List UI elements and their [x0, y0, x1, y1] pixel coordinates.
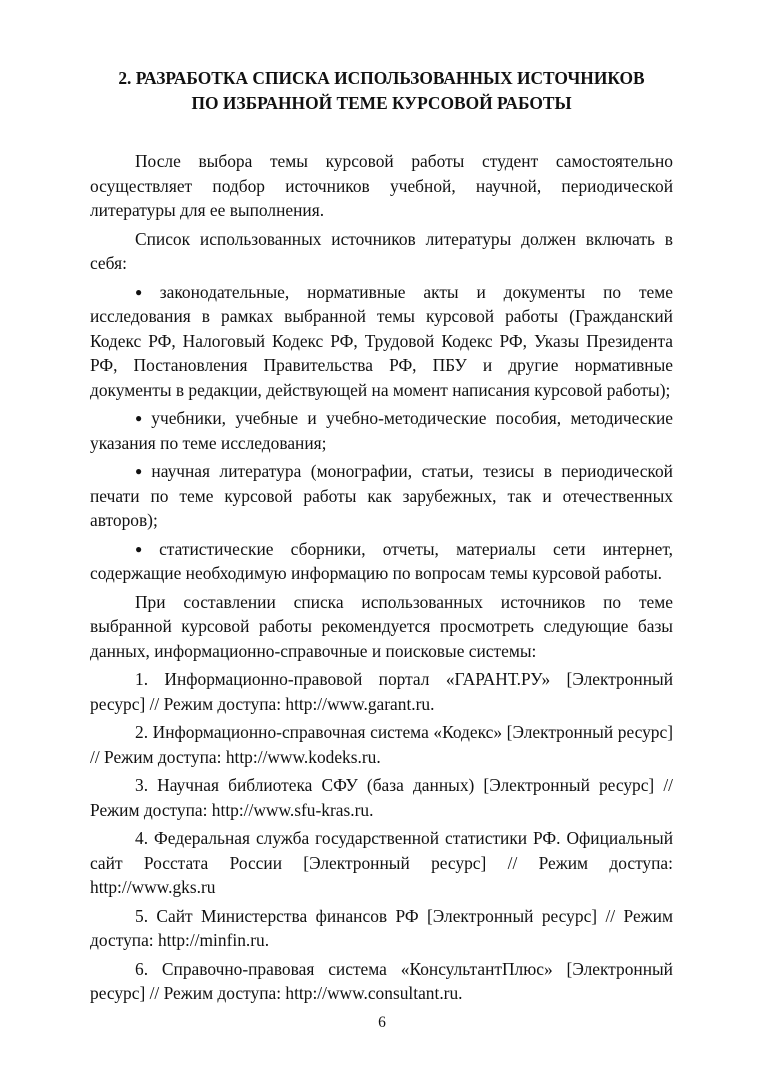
intro-paragraph: Список использованных источников литературы должен включать в себя: — [90, 228, 673, 273]
heading-line-2: ПО ИЗБРАННОЙ ТЕМЕ КУРСОВОЙ РАБОТЫ — [191, 92, 572, 113]
bullet-item — [90, 459, 673, 533]
page-number: 6 — [378, 1014, 386, 1031]
bullet-icon: ● — [135, 411, 148, 425]
bullet-icon: ● — [135, 541, 156, 556]
bullet-icon: ● — [135, 464, 148, 478]
source-item: 3. Научная библиотека СФУ (база данных) [Электронный ресурс] // Режим доступа: http://www.sfu-kras.ru. — [90, 775, 673, 820]
section-heading — [90, 66, 673, 115]
source-item: 4. Федеральная служба государственной статистики РФ. Официальный сайт Росстата России [Электронный ресурс] // Режим доступа: http://www.gks.ru — [90, 828, 673, 897]
databases-intro-paragraph: При составлении списка использованных источников по теме выбранной курсовой работы рекомендуется просмотреть следующие базы данных, информационно-справочные и поисковые системы: — [90, 591, 673, 661]
bullet-text: законодательные, нормативные акты и документы по теме исследования в рамках выбранной темы курсовой работы (Гражданский Кодекс РФ, Налоговый Кодекс РФ, Трудовой Кодекс РФ, Указы Президента РФ, Постановления Правительства РФ, ПБУ и другие нормативные документы в редакции, действующей на момент написания курсовой работы); — [90, 281, 673, 400]
source-item: 6. Справочно-правовая система «КонсультантПлюс» [Электронный ресурс] // Режим доступа: http://www.consultant.ru. — [90, 958, 673, 1003]
bullet-text: статистические сборники, отчеты, материалы сети интернет, содержащие необходимую информацию по вопросам темы курсовой работы. — [90, 538, 673, 583]
document-page — [90, 66, 673, 1010]
source-item: 5. Сайт Министерства финансов РФ [Электронный ресурс] // Режим доступа: http://minfin.ru. — [90, 905, 673, 950]
bullet-text: научная литература (монографии, статьи, тезисы в периодической печати по теме курсовой работы как зарубежных, так и отечественных авторов); — [90, 461, 673, 530]
bullet-text: учебники, учебные и учебно-методические пособия, методические указания по теме исследования; — [90, 408, 674, 453]
bullet-item — [90, 537, 673, 586]
bullet-icon: ● — [135, 284, 156, 299]
bullet-item — [90, 280, 673, 403]
bullet-item — [90, 406, 673, 455]
source-item: 2. Информационно-справочная система «Кодекс» [Электронный ресурс] // Режим доступа: http://www.kodeks.ru. — [90, 722, 673, 767]
heading-line-1: 2. РАЗРАБОТКА СПИСКА ИСПОЛЬЗОВАННЫХ ИСТОЧНИКОВ — [118, 68, 645, 88]
intro-paragraph: После выбора темы курсовой работы студент самостоятельно осуществляет подбор источников учебной, научной, периодической литературы для ее выполнения. — [90, 151, 673, 220]
source-item: 1. Информационно-правовой портал «ГАРАНТ.РУ» [Электронный ресурс] // Режим доступа: http://www.garant.ru. — [90, 669, 673, 714]
